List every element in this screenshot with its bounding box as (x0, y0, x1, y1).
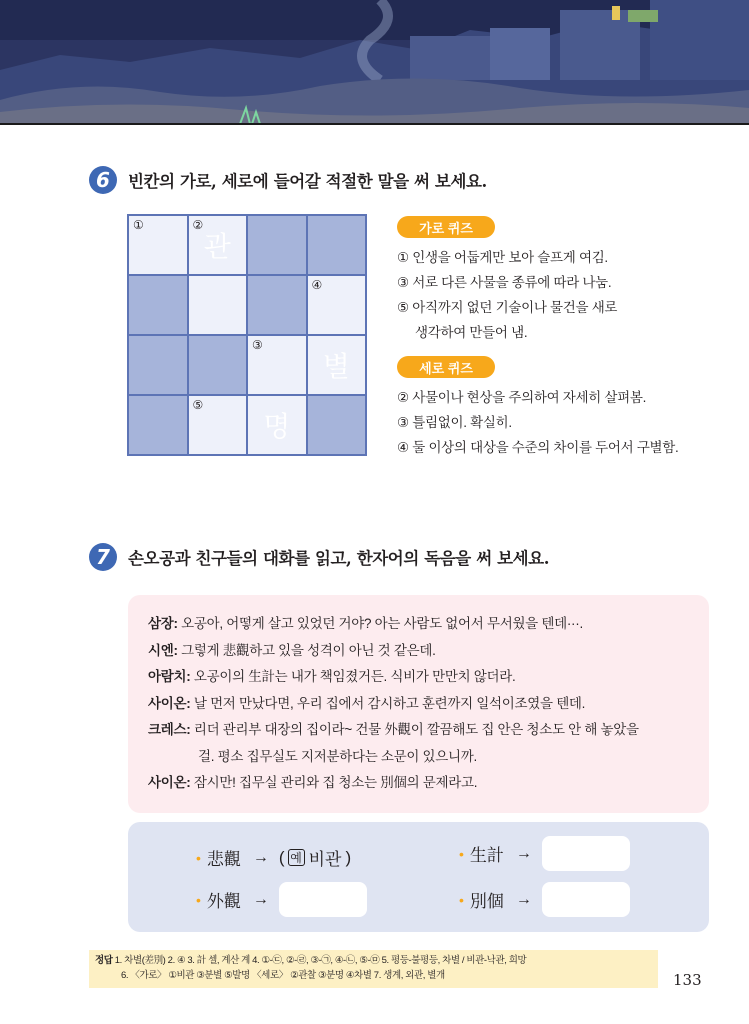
crossword-blocked-cell (128, 395, 188, 455)
across-clue-continuation: 생각하여 만들어 냄. (415, 325, 528, 340)
close-paren: ) (345, 847, 352, 867)
hanja-word: 生計 (469, 846, 504, 865)
example-answer: 비관 (308, 850, 342, 869)
dialogue-line (148, 638, 709, 665)
answer-input-box[interactable] (542, 836, 630, 871)
hint-letter: 명 (263, 411, 291, 442)
crossword-blocked-cell (128, 275, 188, 335)
answer-input-box[interactable] (279, 882, 367, 917)
crossword-blocked-cell (247, 215, 307, 275)
question-number-badge: 7 (89, 543, 117, 571)
dialogue-text: 오공아, 어떻게 살고 있었던 거야? 아는 사람도 없어서 무서웠을 텐데···. (177, 616, 583, 631)
arrow-icon: → (252, 890, 269, 908)
speaker-name: 크레스: (148, 722, 191, 737)
crossword-cell[interactable] (307, 335, 367, 395)
crossword-cell[interactable] (188, 275, 248, 335)
page-number: 133 (673, 971, 702, 989)
crossword-cell[interactable] (128, 215, 188, 275)
clue-number: ⑤ (192, 398, 204, 412)
across-clue: ③ 서로 다른 사물을 종류에 따라 나눔. (397, 275, 612, 290)
speaker-name: 아람치: (148, 669, 191, 684)
crossword-blocked-cell (247, 275, 307, 335)
answer-key-footer (89, 950, 658, 988)
speaker-name: 사이온: (148, 775, 191, 790)
dialogue-line (148, 664, 709, 691)
down-clue: ④ 둘 이상의 대상을 수준의 차이를 두어서 구별함. (397, 440, 679, 455)
answer-box (128, 822, 709, 932)
answer-row (196, 882, 367, 917)
hint-letter: 별 (322, 351, 350, 382)
speaker-name: 사이온: (148, 695, 191, 711)
dialogue-text: 걸. 평소 집무실도 지저분하다는 소문이 있으니까. (198, 748, 477, 764)
clue-number: ④ (311, 278, 323, 292)
question-7-heading (89, 543, 549, 571)
open-paren: ( (278, 847, 285, 867)
question-title: 빈칸의 가로, 세로에 들어갈 적절한 말을 써 보세요. (128, 172, 487, 191)
dialogue-line (148, 691, 709, 718)
bullet-icon: • (459, 891, 464, 908)
across-quiz-label: 가로 퀴즈 (397, 216, 495, 238)
bullet-icon: • (459, 845, 464, 862)
top-illustration (0, 0, 749, 124)
answer-key-text: 1. 차별(差別) 2. ④ 3. 計 셀, 계산 계 4. ①-㉢, ②-㉣, ③-㉠, ④-㉡, ⑤-㉤ 5. 평등-불평등, 차별 / 비관-낙관, 희망 (112, 955, 527, 966)
clue-number: ① (133, 218, 144, 232)
answer-key-line: 6. 〈가로〉 ①비관 ③분별 ⑤발명 〈세로〉 ②관찰 ③분명 ④차별 7. 생계, 외관, 별개 (121, 970, 445, 981)
answer-key-label: 정답 (95, 955, 113, 966)
arrow-icon: → (515, 844, 532, 862)
example-mark: 예 (288, 849, 305, 866)
down-quiz-label: 세로 퀴즈 (397, 356, 495, 378)
answer-input-box[interactable] (542, 882, 630, 917)
dialogue-text: 잠시만! 집무실 관리와 집 청소는 別個의 문제라고. (190, 775, 478, 790)
hint-letter: 관 (203, 231, 231, 262)
arrow-icon: → (252, 848, 269, 866)
dialogue-text: 그렇게 悲觀하고 있을 성격이 아닌 것 같은데. (177, 642, 436, 658)
crossword-blocked-cell (188, 335, 248, 395)
across-clue: ① 인생을 어둡게만 보아 슬프게 여김. (397, 250, 608, 265)
speaker-name: 시엔: (148, 642, 178, 658)
banner-divider (0, 123, 749, 125)
hanja-word: 悲觀 (206, 850, 241, 869)
crossword-cell[interactable] (307, 275, 367, 335)
answer-row (459, 882, 630, 917)
clue-number: ② (192, 218, 204, 232)
crossword-cell[interactable] (247, 395, 307, 455)
dialogue-box (128, 595, 709, 813)
crossword-cell[interactable] (188, 395, 248, 455)
dialogue-text: 리더 관리부 대장의 집이라~ 건물 外觀이 깔끔해도 집 안은 청소도 안 해 놓았을 (190, 722, 639, 737)
question-number-badge: 6 (89, 166, 117, 194)
answer-key-line (95, 953, 658, 968)
crossword-blocked-cell (128, 335, 188, 395)
crossword-blocked-cell (307, 395, 367, 455)
down-clue: ③ 틀림없이. 확실히. (397, 415, 512, 430)
arrow-icon: → (515, 890, 532, 908)
crossword-blocked-cell (307, 215, 367, 275)
crossword-cell[interactable] (188, 215, 248, 275)
dialogue-line (148, 717, 709, 744)
bullet-icon: • (196, 849, 201, 866)
down-clue: ② 사물이나 현상을 주의하여 자세히 살펴봄. (397, 390, 647, 405)
down-clue-list (397, 385, 679, 460)
across-clue-list (397, 245, 617, 345)
hanja-word: 別個 (469, 892, 504, 911)
dialogue-line (148, 770, 709, 797)
dialogue-text: 오공이의 生計는 내가 책임졌거든. 식비가 만만치 않더라. (190, 669, 516, 684)
bullet-icon: • (196, 891, 201, 908)
speaker-name: 삼장: (148, 616, 178, 631)
dialogue-line (148, 611, 709, 638)
dialogue-text: 날 먼저 만났다면, 우리 집에서 감시하고 훈련까지 일석이조였을 텐데. (190, 695, 586, 711)
hanja-word: 外觀 (206, 892, 241, 911)
answer-row (459, 836, 630, 871)
clue-number: ③ (252, 338, 263, 352)
question-6-heading (89, 166, 487, 194)
dialogue-line-continuation (148, 744, 709, 771)
crossword-cell[interactable] (247, 335, 307, 395)
across-clue: ⑤ 아직까지 없던 기술이나 물건을 새로 (397, 300, 618, 315)
question-title: 손오공과 친구들의 대화를 읽고, 한자어의 독음을 써 보세요. (128, 549, 550, 568)
night-city-illustration (0, 0, 749, 124)
answer-row-example (196, 840, 351, 875)
crossword-grid (127, 214, 367, 456)
